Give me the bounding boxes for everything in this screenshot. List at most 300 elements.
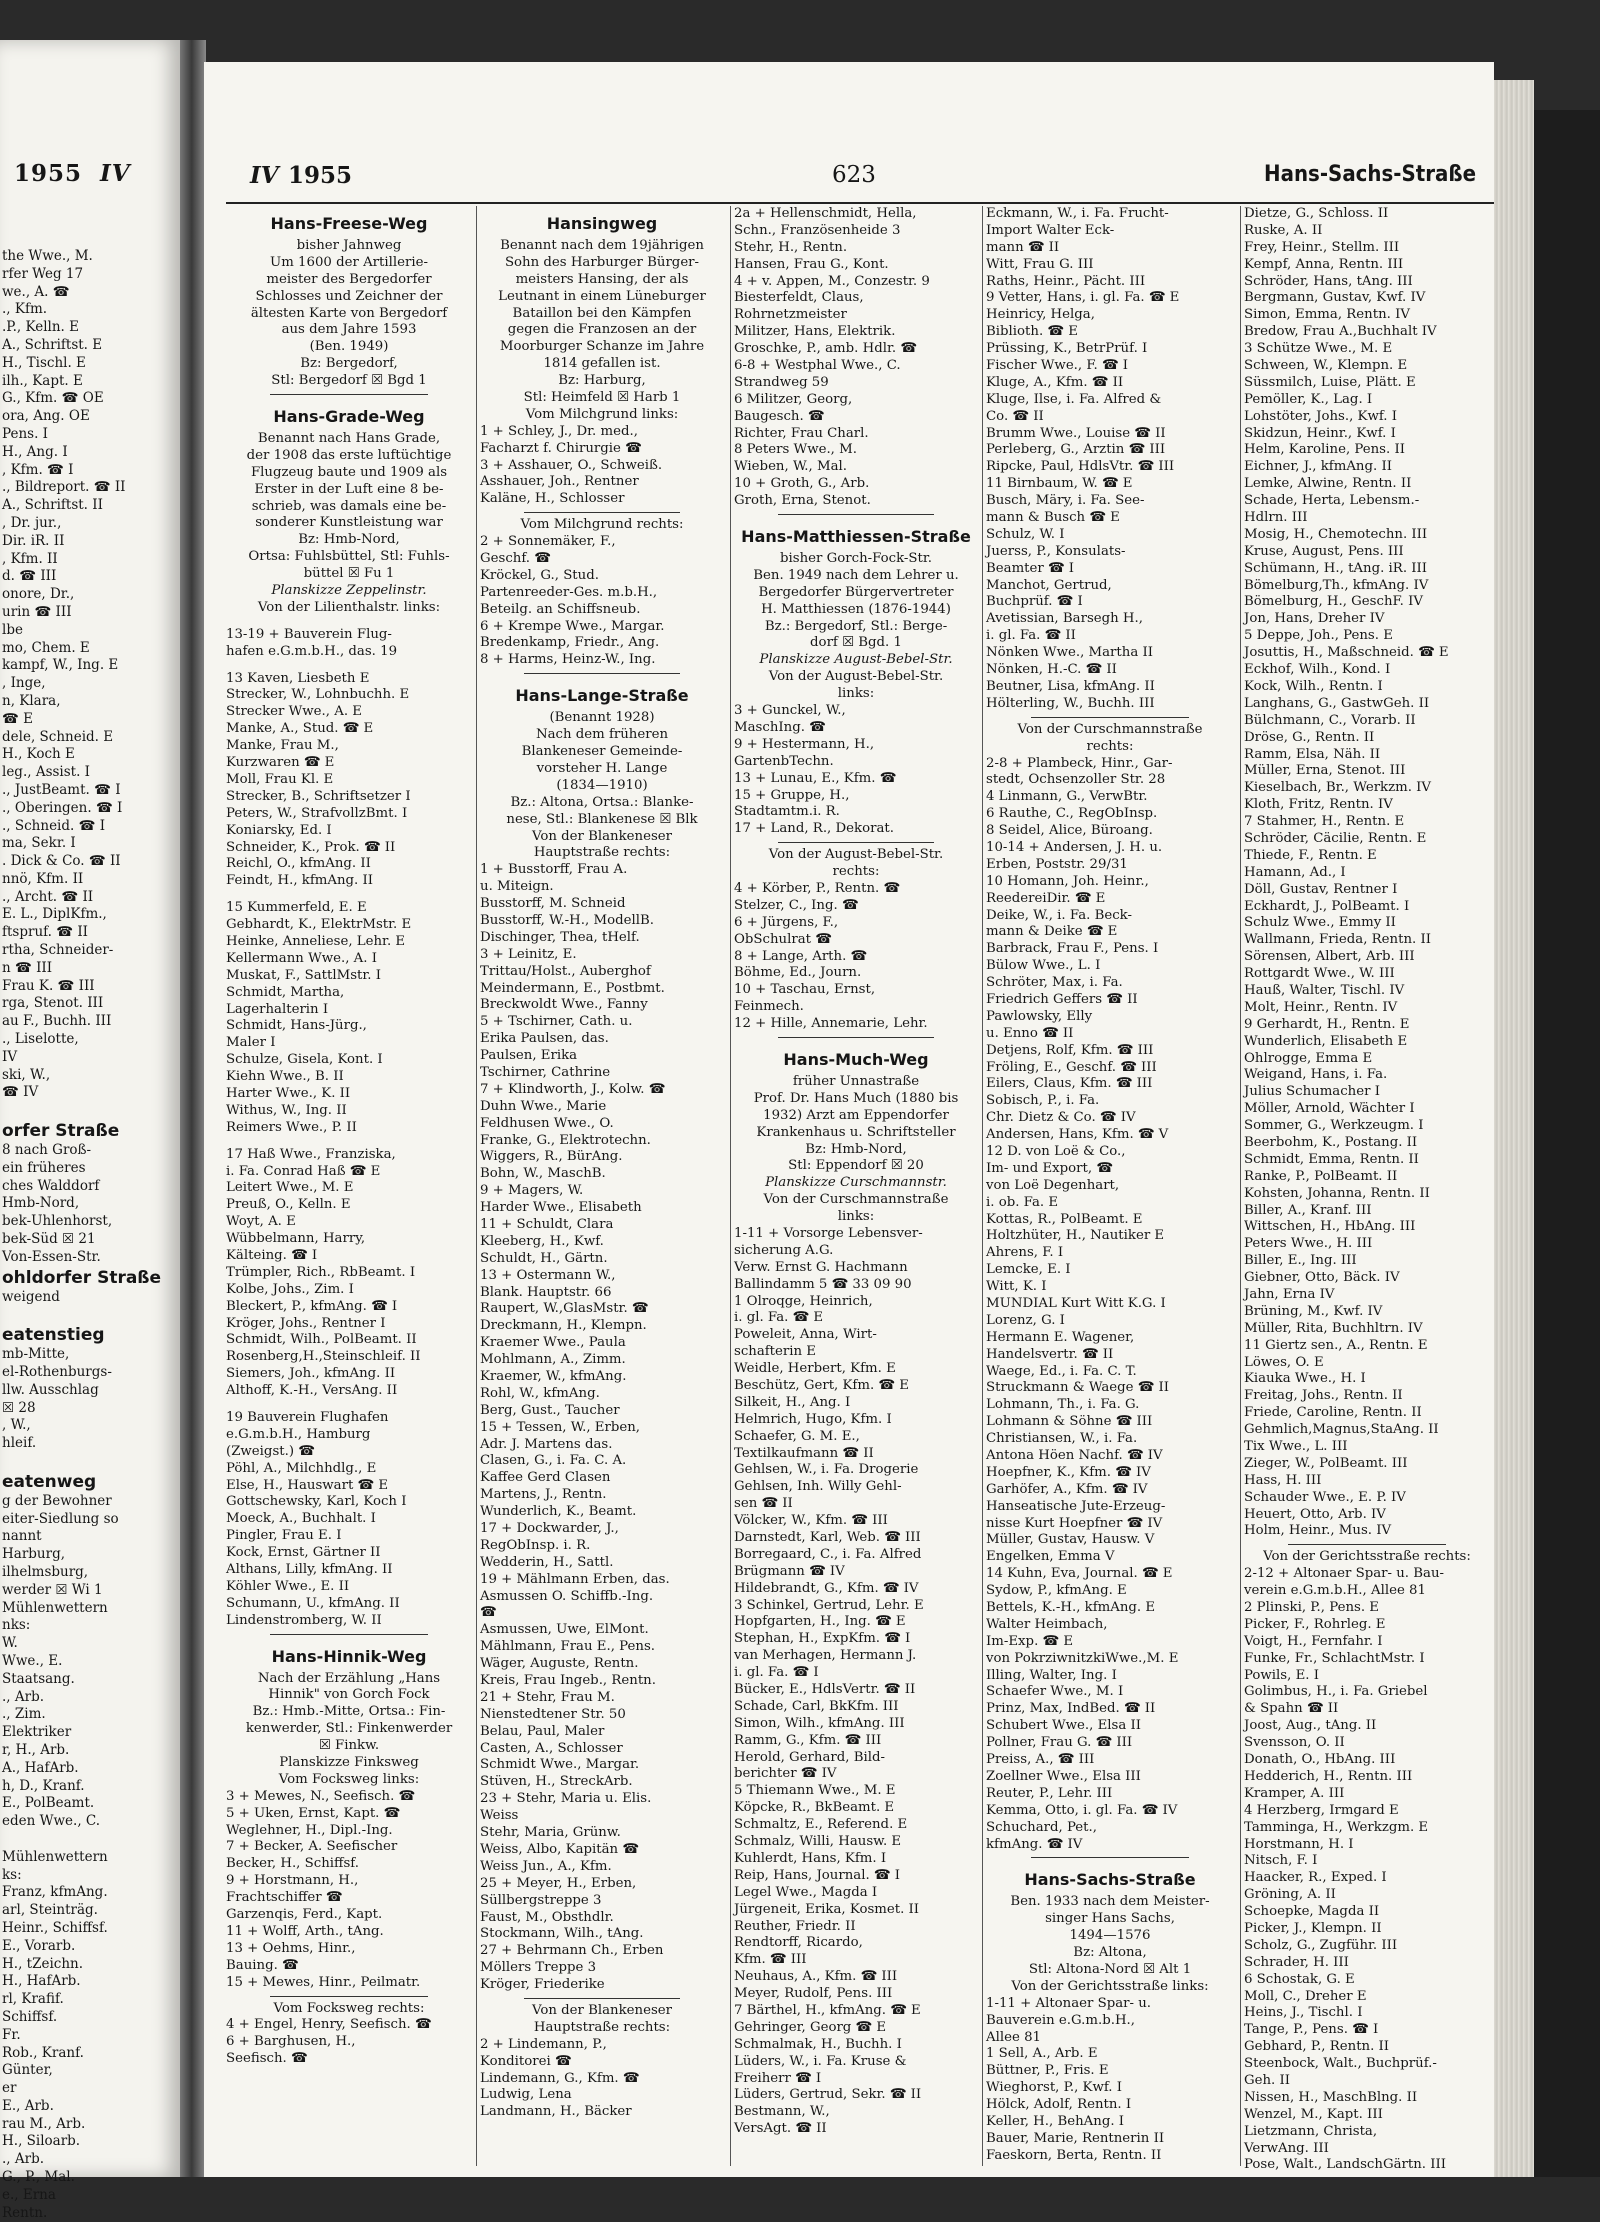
resident-entry: Siemers, Joh., kfmAng. II <box>226 1366 396 1382</box>
left-page-line: ski, W., <box>2 1066 51 1083</box>
left-page-line: G., P., Mal. <box>2 2169 75 2186</box>
resident-entry: Blank. Hauptstr. 66 <box>480 1284 612 1300</box>
house-entry: 17 Haß Wwe., Franziska, <box>226 1146 396 1162</box>
resident-entry: berichter ☎ IV <box>734 1766 837 1782</box>
resident-entry: Beteilg. an Schiffsneub. <box>480 601 641 617</box>
resident-entry: Ahrens, F. I <box>986 1245 1064 1261</box>
resident-entry: Schrader, H. III <box>1244 1954 1349 1970</box>
resident-entry: Lindemann, G., Kfm. ☎ <box>480 2070 640 2086</box>
left-page-line: eden Wwe., C. <box>2 1813 101 1830</box>
resident-entry: Donath, O., HbAng. III <box>1244 1752 1396 1768</box>
resident-entry: Kellermann Wwe., A. I <box>226 950 377 966</box>
resident-entry: (Zweigst.) ☎ <box>226 1443 315 1459</box>
resident-entry: Bauing. ☎ <box>226 1957 299 1973</box>
resident-entry: Wittschen, H., HbAng. III <box>1244 1219 1416 1235</box>
street-heading: Hans-Freese-Weg <box>270 214 428 233</box>
resident-entry: Brüning, M., Kwf. IV <box>1244 1303 1383 1319</box>
left-page-line <box>2 1831 178 1849</box>
resident-entry: Ramm, G., Kfm. ☎ III <box>734 1732 882 1748</box>
directory-column-5 <box>1244 206 1490 2173</box>
left-page-line: Dir. iR. II <box>2 532 65 549</box>
street-note: sonderer Kunstleistung war <box>255 515 443 531</box>
resident-entry: Helmrich, Hugo, Kfm. I <box>734 1411 892 1427</box>
resident-entry: ReedereiDir. ☎ E <box>986 890 1106 906</box>
left-page-line: .P., Kelln. E <box>2 319 79 336</box>
left-page-line: nnö, Kfm. II <box>2 870 84 887</box>
resident-entry: Schuldt, H., Gärtn. <box>480 1250 608 1266</box>
house-entry: 6 + Krempe Wwe., Margar. <box>480 618 665 634</box>
resident-entry: Paulsen, Erika <box>480 1048 578 1064</box>
spacer <box>226 1400 472 1410</box>
left-page-line: , Kfm. II <box>2 550 58 567</box>
house-entry: 1 + Schley, J., Dr. med., <box>480 423 638 439</box>
resident-entry: Kiehn Wwe., B. II <box>226 1069 344 1085</box>
left-page-line: Wwe., E. <box>2 1652 63 1669</box>
street-note: bisher Jahnweg <box>296 238 402 253</box>
street-note: Nach dem früheren <box>535 727 669 743</box>
section-rule <box>480 508 724 517</box>
page-number: 623 <box>832 162 876 188</box>
resident-entry: Bergmann, Gustav, Kwf. IV <box>1244 290 1426 306</box>
resident-entry: u. Enno ☎ II <box>986 1025 1074 1041</box>
resident-entry: Heuert, Otto, Arb. IV <box>1244 1506 1386 1522</box>
street-note: Krankenhaus u. Schriftsteller <box>756 1124 956 1140</box>
resident-entry: Avetissian, Barsegh H., <box>986 611 1143 627</box>
street-note: früher Unnastraße <box>792 1073 920 1089</box>
house-entry: 3 + Mewes, N., Seefisch. ☎ <box>226 1788 416 1804</box>
house-entry: 6 Militzer, Georg, <box>734 391 853 407</box>
resident-entry: Militzer, Hans, Elektrik. <box>734 324 896 340</box>
resident-entry: Sörensen, Albert, Arb. III <box>1244 949 1415 965</box>
resident-entry: Jahn, Erna IV <box>1244 1287 1335 1302</box>
house-entry: 9 + Magers, W. <box>480 1183 584 1199</box>
resident-entry: Lorenz, G. I <box>986 1312 1065 1328</box>
resident-entry: Stephan, H., ExpKfm. ☎ I <box>734 1631 911 1647</box>
resident-entry: Brügmann ☎ IV <box>734 1563 845 1579</box>
house-entry: 7 + Klindworth, J., Kolw. ☎ <box>480 1081 666 1097</box>
resident-entry: Bömelburg,Th., kfmAng. IV <box>1244 577 1429 593</box>
resident-entry: Bestmann, W., <box>734 2104 830 2120</box>
resident-entry: Erika Paulsen, das. <box>480 1031 609 1047</box>
page-edges <box>1494 80 1534 2177</box>
house-entry: 3 + Leinitz, E. <box>480 946 577 962</box>
resident-entry: Bücker, E., HdlsVertr. ☎ II <box>734 1682 916 1698</box>
resident-entry: Gehmlich,Magnus,StaAng. II <box>1244 1422 1439 1438</box>
house-entry: 11 Birnbaum, W. ☎ E <box>986 476 1133 492</box>
street-note: meister des Bergedorfer <box>266 271 432 287</box>
house-entry: 10 Homann, Joh. Heinr., <box>986 873 1149 889</box>
house-entry: 10-14 + Andersen, J. H. u. <box>986 839 1163 855</box>
resident-entry: Borregaard, C., i. Fa. Alfred <box>734 1546 922 1562</box>
street-heading: Hans-Much-Weg <box>783 1049 929 1069</box>
resident-entry: Pawlowsky, Elly <box>986 1008 1093 1024</box>
left-page-line: dele, Schneid. E <box>2 728 114 745</box>
resident-entry: Helm, Karoline, Pens. II <box>1244 442 1405 458</box>
resident-entry: Hoepfner, K., Kfm. ☎ IV <box>986 1464 1151 1480</box>
street-note: Flugzeug baute und 1909 als <box>250 464 448 480</box>
resident-entry: Rohl, W., kfmAng. <box>480 1385 600 1401</box>
section-rule <box>734 838 978 847</box>
directory-column-2 <box>480 206 724 2166</box>
left-page-line: Rob., Kranf. <box>2 2044 84 2061</box>
street-note: Hauptstraße rechts: <box>533 2019 671 2035</box>
resident-entry: Hopfgarten, H., Ing. ☎ E <box>734 1614 906 1630</box>
resident-entry: Hansen, Frau G., Kont. <box>734 256 889 272</box>
resident-entry: Jon, Hans, Dreher IV <box>1244 611 1385 627</box>
resident-entry: Möllers Treppe 3 <box>480 1960 597 1976</box>
resident-entry: Ballindamm 5 ☎ 33 09 90 <box>734 1276 912 1292</box>
resident-entry: Muskat, F., SattlMstr. I <box>226 967 381 983</box>
house-entry: 27 + Behrmann Ch., Erben <box>480 1943 664 1959</box>
resident-entry: Bülow Wwe., L. I <box>986 958 1101 974</box>
left-page-line: rga, Stenot. III <box>2 995 104 1012</box>
house-entry: 1-11 + Vorsorge Lebensver- <box>734 1225 923 1241</box>
resident-entry: Möller, Arnold, Wächter I <box>1244 1101 1415 1117</box>
resident-entry: Schulze, Gisela, Kont. I <box>226 1052 383 1068</box>
resident-entry: Golimbus, H., i. Fa. Griebel <box>1244 1684 1428 1700</box>
resident-entry: Else, H., Hauswart ☎ E <box>226 1477 389 1493</box>
resident-entry: Peters Wwe., H. III <box>1244 1236 1373 1252</box>
street-note: Von der Curschmannstraße <box>1017 721 1203 737</box>
street-note: rechts: <box>1086 738 1134 754</box>
resident-entry: Preiss, A., ☎ III <box>986 1752 1095 1768</box>
resident-entry: Zieger, W., PolBeamt. III <box>1244 1455 1408 1471</box>
resident-entry: Prinz, Max, IndBed. ☎ II <box>986 1701 1156 1717</box>
left-page-line: el-Rothenburgs- <box>2 1364 112 1381</box>
resident-entry: Seefisch. ☎ <box>226 2051 308 2067</box>
resident-entry: Moll, Frau Kl. E <box>226 771 334 787</box>
resident-entry: Schmaltz, E., Referend. E <box>734 1817 908 1833</box>
resident-entry: Wieghorst, P., Kwf. I <box>986 2080 1123 2096</box>
house-entry: 13 + Lunau, E., Kfm. ☎ <box>734 770 897 786</box>
resident-entry: Döll, Gustav, Rentner I <box>1244 881 1398 897</box>
left-page-line: g der Bewohner <box>2 1492 112 1509</box>
street-note: der 1908 das erste luftüchtige <box>246 447 452 463</box>
resident-entry: mann & Busch ☎ E <box>986 510 1120 526</box>
right-year: 1955 <box>288 162 353 189</box>
resident-entry: Beutner, Lisa, kfmAng. II <box>986 678 1155 694</box>
resident-entry: Kohsten, Johanna, Rentn. II <box>1244 1185 1430 1201</box>
resident-entry: Beschütz, Gert, Kfm. ☎ E <box>734 1378 909 1393</box>
resident-entry: Kempf, Anna, Rentn. III <box>1244 256 1404 272</box>
house-entry: 2a + Hellenschmidt, Hella, <box>734 206 917 221</box>
left-page-line: eatenstieg <box>2 1325 105 1346</box>
resident-entry: Nienstedtener Str. 50 <box>480 1706 626 1722</box>
street-note: 1932) Arzt am Eppendorfer <box>763 1107 949 1123</box>
resident-entry: Holtzhüter, H., Nautiker E <box>986 1228 1165 1244</box>
left-page-line: E., Arb. <box>2 2097 54 2114</box>
resident-entry: Löwes, O. E <box>1244 1354 1324 1370</box>
left-page-line: hleif. <box>2 1435 37 1452</box>
resident-entry: Lindenstromberg, W. II <box>226 1612 382 1628</box>
resident-entry: Kröger, Friederike <box>480 1977 605 1993</box>
left-page-line: H., Ang. I <box>2 443 68 460</box>
resident-entry: Fröling, E., Geschf. ☎ III <box>986 1059 1157 1075</box>
left-page-line: ilh., Kapt. E <box>2 372 83 389</box>
left-page-line: eatenweg <box>2 1471 97 1492</box>
left-page-line: ., Schneid. ☎ I <box>2 817 106 834</box>
resident-entry: Faeskorn, Berta, Rentn. II <box>986 2147 1162 2163</box>
left-page-line: Elektriker <box>2 1724 72 1741</box>
resident-entry: Kuhlerdt, Hans, Kfm. I <box>734 1850 887 1866</box>
street-note: Von der Blankeneser <box>531 2002 673 2018</box>
house-entry: 23 + Stehr, Maria u. Elis. <box>480 1791 652 1807</box>
resident-entry: Kraemer, W., kfmAng. <box>480 1369 627 1384</box>
resident-entry: Gebhard, P., Rentn. II <box>1244 2039 1390 2055</box>
street-note: Stl: Altona-Nord ☒ Alt 1 <box>1028 1961 1192 1977</box>
resident-entry: Weidle, Herbert, Kfm. E <box>734 1361 896 1377</box>
resident-entry: Tange, P., Pens. ☎ I <box>1244 2022 1379 2038</box>
resident-entry: Schröder, Cäcilie, Rentn. E <box>1244 830 1427 846</box>
street-note: Erster in der Luft eine 8 be- <box>254 481 444 497</box>
house-entry: 5 + Uken, Ernst, Kapt. ☎ <box>226 1805 401 1821</box>
left-page-line: onore, Dr., <box>2 586 75 603</box>
resident-entry: Facharzt f. Chirurgie ☎ <box>480 440 642 456</box>
resident-entry: Simon, Wilh., kfmAng. III <box>734 1715 905 1731</box>
resident-entry: Kreis, Frau Ingeb., Rentn. <box>480 1673 656 1689</box>
resident-entry: Manchot, Gertrud, <box>986 577 1112 593</box>
resident-entry: Rottgardt Wwe., W. III <box>1244 966 1395 982</box>
street-note: vorsteher H. Lange <box>536 760 668 776</box>
resident-entry: Schn., Französenheide 3 <box>734 222 901 238</box>
resident-entry: Funke, Fr., SchlachtMstr. I <box>1244 1650 1425 1666</box>
resident-entry: Breckwoldt Wwe., Fanny <box>480 997 648 1013</box>
resident-entry: Müller, Rita, Buchhltrn. IV <box>1244 1320 1423 1336</box>
street-note: Bz: Harburg, <box>558 373 646 389</box>
street-note: schrieb, was damals eine be- <box>251 498 447 514</box>
resident-entry: Bredenkamp, Friedr., Ang. <box>480 635 660 651</box>
resident-entry: Weigand, Hans, i. Fa. <box>1244 1067 1388 1083</box>
resident-entry: Wenzel, M., Kapt. III <box>1244 2106 1383 2122</box>
resident-entry: Strandweg 59 <box>734 374 829 390</box>
resident-entry: Jürgeneit, Erika, Kosmet. II <box>734 1901 920 1917</box>
resident-entry: Wallmann, Frieda, Rentn. II <box>1244 932 1431 948</box>
house-entry: 2 + Lindemann, P., <box>480 2036 607 2052</box>
resident-entry: Ramm, Elsa, Näh. II <box>1244 746 1381 762</box>
house-entry: 25 + Meyer, H., Erben, <box>480 1875 637 1891</box>
house-entry: 3 Schütze Wwe., M. E <box>1244 341 1393 357</box>
resident-entry: Lüders, Gertrud, Sekr. ☎ II <box>734 2087 922 2103</box>
resident-entry: kfmAng. ☎ IV <box>986 1836 1083 1852</box>
resident-entry: Stadtamtm.i. R. <box>734 804 840 820</box>
house-entry: 15 + Gruppe, H., <box>734 787 850 803</box>
resident-entry: Kluge, A., Kfm. ☎ II <box>986 374 1124 390</box>
house-entry: 8 Peters Wwe., M. <box>734 442 857 458</box>
resident-entry: Giebner, Otto, Bäck. IV <box>1244 1270 1400 1286</box>
resident-entry: Antona Höen Nachf. ☎ IV <box>986 1448 1163 1464</box>
left-page-line: ., Zim. <box>2 1706 46 1723</box>
resident-entry: Svensson, O. II <box>1244 1735 1345 1751</box>
resident-entry: Wunderlich, K., Beamt. <box>480 1504 637 1520</box>
left-page-line: n, Klara, <box>2 692 61 709</box>
left-page-line: we., A. ☎ <box>2 283 70 300</box>
resident-entry: Berg, Gust., Taucher <box>480 1402 620 1418</box>
house-entry: 5 Deppe, Joh., Pens. E <box>1244 628 1393 644</box>
resident-entry: Voigt, H., Fernfahr. I <box>1244 1633 1383 1649</box>
left-page-line: Von-Essen-Str. <box>2 1248 101 1265</box>
left-page-line: ftspruf. ☎ II <box>2 924 89 941</box>
resident-entry: Wedderin, H., Sattl. <box>480 1554 614 1570</box>
house-entry: 15 + Mewes, Hinr., Peilmatr. <box>226 1974 421 1990</box>
resident-entry: Im-Exp. ☎ E <box>986 1633 1074 1649</box>
house-entry: 7 + Becker, A. Seefischer <box>226 1839 398 1855</box>
resident-entry: Heins, J., Tischl. I <box>1244 2005 1363 2021</box>
left-page-line: ., Arb. <box>2 2151 45 2168</box>
resident-entry: Im- und Export, ☎ <box>986 1160 1113 1176</box>
resident-entry: Textilkaufmann ☎ II <box>734 1445 874 1461</box>
resident-entry: Hass, H. III <box>1244 1472 1322 1488</box>
resident-entry: Eichner, J., kfmAng. II <box>1244 459 1392 475</box>
house-entry: 12 D. von Loë & Co., <box>986 1143 1126 1159</box>
resident-entry: Nitsch, F. I <box>1244 1853 1318 1869</box>
resident-entry: Ranke, P., PolBeamt. II <box>1244 1168 1398 1184</box>
column-divider <box>730 206 731 2166</box>
house-entry: 12 + Hille, Annemarie, Lehr. <box>734 1016 928 1032</box>
resident-entry: Deike, W., i. Fa. Beck- <box>986 907 1132 923</box>
resident-entry: Kurzwaren ☎ E <box>226 755 335 771</box>
house-entry: 4 Linmann, G., VerwBtr. <box>986 789 1148 805</box>
spacer <box>226 890 472 900</box>
resident-entry: Schneider, K., Prok. ☎ II <box>226 839 396 855</box>
resident-entry: Ludwig, Lena <box>480 2087 572 2103</box>
resident-entry: Busstorff, W.-H., ModellB. <box>480 912 654 928</box>
resident-entry: Böhme, Ed., Journ. <box>734 965 862 981</box>
house-entry: 4 + v. Appen, M., Conzestr. 9 <box>734 273 930 289</box>
left-page-line: werder ☒ Wi 1 <box>2 1581 103 1598</box>
left-page-line: r, H., Arb. <box>2 1741 70 1758</box>
resident-entry: Schoepke, Magda II <box>1244 1904 1380 1920</box>
resident-entry: e.G.m.b.H., Hamburg <box>226 1426 371 1442</box>
street-note: Bz: Bergedorf, <box>300 356 398 372</box>
resident-entry: Becker, H., Schiffsf. <box>226 1856 359 1872</box>
left-page-line: h, D., Kranf. <box>2 1777 85 1794</box>
left-page-line: H., Tischl. E <box>2 354 86 371</box>
left-page-line: orfer Straße <box>2 1121 120 1142</box>
resident-entry: Kluge, Ilse, i. Fa. Alfred & <box>986 391 1162 407</box>
house-entry: 19 + Mählmann Erben, das. <box>480 1571 670 1587</box>
street-note: Ben. 1949 nach dem Lehrer u. <box>753 567 959 583</box>
resident-entry: Poweleit, Anna, Wirt- <box>734 1327 877 1343</box>
resident-entry: Richter, Frau Charl. <box>734 425 869 441</box>
left-page-line: H., tZeichn. <box>2 1955 83 1972</box>
left-page-line: H., Siloarb. <box>2 2133 81 2150</box>
map-reference: Planskizze August-Bebel-Str. <box>759 652 953 668</box>
resident-entry: Detjens, Rolf, Kfm. ☎ III <box>986 1042 1154 1058</box>
spacer <box>226 1137 472 1147</box>
left-page-line: E. L., DiplKfm., <box>2 906 107 923</box>
left-volume: IV <box>100 160 131 187</box>
map-reference: Planskizze Zeppelinstr. <box>271 583 427 599</box>
left-page-line: Harburg, <box>2 1546 65 1563</box>
house-entry: 2-8 + Plambeck, Hinr., Gar- <box>986 755 1173 771</box>
resident-entry: Bauer, Marie, Rentnerin II <box>986 2130 1165 2146</box>
resident-entry: Joost, Aug., tAng. II <box>1244 1718 1377 1734</box>
resident-entry: Gehlsen, W., i. Fa. Drogerie <box>734 1462 919 1478</box>
house-entry: 4 + Engel, Henry, Seefisch. ☎ <box>226 2017 432 2033</box>
street-note: Vom Focksweg rechts: <box>273 2000 425 2016</box>
resident-entry: Bleckert, P., kfmAng. ☎ I <box>226 1298 398 1314</box>
street-note: singer Hans Sachs, <box>1045 1911 1175 1927</box>
resident-entry: van Merhagen, Hermann J. <box>734 1648 917 1664</box>
house-entry: 5 Thiemann Wwe., M. E <box>734 1783 896 1799</box>
left-page-line: n ☎ III <box>2 959 53 976</box>
resident-entry: Kaffee Gerd Clasen <box>480 1470 611 1486</box>
left-page-line: . Dick & Co. ☎ II <box>2 853 121 870</box>
house-entry: 2 + Sonnemäker, F., <box>480 534 616 550</box>
left-page-line: bek-Uhlenhorst, <box>2 1213 113 1230</box>
resident-entry: Kramper, A. III <box>1244 1785 1345 1801</box>
left-page-line: Günter, <box>2 2062 53 2079</box>
resident-entry: Reuter, P., Lehr. III <box>986 1785 1113 1801</box>
map-reference: Planskizze Curschmannstr. <box>765 1175 947 1191</box>
resident-entry: Lüders, W., i. Fa. Kruse & <box>734 2053 907 2069</box>
resident-entry: Leitert Wwe., M. E <box>226 1180 354 1196</box>
resident-entry: Ohlrogge, Emma E <box>1244 1050 1373 1066</box>
resident-entry: i. ob. Fa. E <box>986 1194 1059 1210</box>
house-entry: 9 + Horstmann, H., <box>226 1873 359 1889</box>
left-page-line: the Wwe., M. <box>2 248 93 264</box>
column-divider <box>1240 206 1241 2166</box>
street-note: ältesten Karte von Bergedorf <box>250 305 448 321</box>
resident-entry: Lohmann & Söhne ☎ III <box>986 1414 1153 1430</box>
resident-entry: Legel Wwe., Magda I <box>734 1884 878 1900</box>
street-heading: Hans-Hinnik-Weg <box>271 1646 427 1666</box>
resident-entry: Stehr, H., Rentn. <box>734 239 848 255</box>
resident-entry: Kruse, August, Pens. III <box>1244 543 1404 559</box>
street-note: Von der Curschmannstraße <box>763 1192 949 1208</box>
house-entry: 17 + Dockwarder, J., <box>480 1521 619 1537</box>
left-page-line: d. ☎ III <box>2 568 57 585</box>
resident-entry: Feldhusen Wwe., O. <box>480 1115 614 1131</box>
street-note: (Benannt 1928) <box>549 710 655 726</box>
left-page-line: Mühlenwettern <box>2 1848 108 1865</box>
resident-entry: i. gl. Fa. ☎ II <box>986 628 1076 644</box>
left-page-line: rfer Weg 17 <box>2 265 84 282</box>
resident-entry: Reuther, Friedr. II <box>734 1918 856 1934</box>
resident-entry: Süssmilch, Luise, Plätt. E <box>1244 374 1416 390</box>
resident-entry: Kemma, Otto, i. gl. Fa. ☎ IV <box>986 1802 1178 1818</box>
resident-entry: Schumann, U., kfmAng. II <box>226 1595 400 1611</box>
section-rule <box>986 1853 1234 1862</box>
resident-entry: Kottas, R., PolBeamt. E <box>986 1211 1143 1227</box>
left-page-line: 8 nach Groß- <box>2 1142 92 1159</box>
left-page-line: llw. Ausschlag <box>2 1381 99 1398</box>
house-entry: 9 + Hestermann, H., <box>734 736 875 752</box>
house-entry: 11 Giertz sen., A., Rentn. E <box>1244 1337 1428 1353</box>
resident-entry: Busch, Märy, i. Fa. See- <box>986 493 1145 509</box>
resident-entry: Kfm. ☎ III <box>734 1952 807 1968</box>
house-entry: 1 Olroqge, Heinrich, <box>734 1293 873 1309</box>
street-note: Bz.: Hmb.-Mitte, Ortsa.: Fin- <box>252 1704 446 1720</box>
resident-entry: Schuchard, Pet., <box>986 1819 1097 1835</box>
resident-entry: Pemöller, K., Lag. I <box>1244 391 1373 407</box>
resident-entry: Simon, Emma, Rentn. IV <box>1244 307 1410 323</box>
left-page-line: W. <box>2 1635 18 1652</box>
resident-entry: Biblioth. ☎ E <box>986 324 1078 340</box>
street-heading: Hansingweg <box>546 214 658 233</box>
left-page-line <box>2 1102 178 1120</box>
house-entry: 9 Gerhardt, H., Rentn. E <box>1244 1016 1410 1032</box>
house-entry: 2-12 + Altonaer Spar- u. Bau- <box>1244 1566 1445 1582</box>
resident-entry: Kloth, Fritz, Rentn. IV <box>1244 797 1393 813</box>
resident-entry: Langhans, G., GastwGeh. II <box>1244 695 1430 711</box>
resident-entry: Dischinger, Thea, tHelf. <box>480 929 640 945</box>
street-note: Vom Milchgrund rechts: <box>520 517 684 533</box>
left-page-line: , Inge, <box>2 675 46 692</box>
house-entry: 11 + Schuldt, Clara <box>480 1216 614 1232</box>
resident-entry: Schaefer Wwe., M. I <box>986 1684 1124 1700</box>
resident-entry: Müller, Gustav, Hausw. V <box>986 1532 1155 1548</box>
